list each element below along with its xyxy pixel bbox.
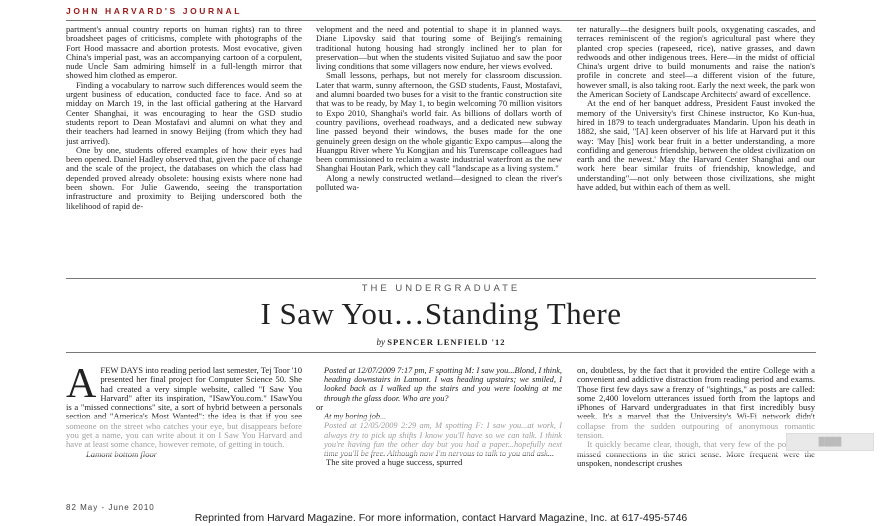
article-title: I Saw You…Standing There bbox=[260, 296, 622, 331]
top-column-2 bbox=[316, 25, 562, 273]
paragraph: velopment and the need and potential to shape it in planned ways. Diane Lipovsky said that touring some of Beijing's remaining traditional hutong housing had strongly inclined her to plan for preservation—but when the students visited Sujiatuo and saw the poor living conditions that some villagers now endure, her views evolved. bbox=[316, 25, 562, 72]
reprint-notice: Reprinted from Harvard Magazine. For more information, contact Harvard Magazine, Inc. at 617-495-5746 bbox=[194, 512, 688, 524]
byline bbox=[0, 337, 882, 347]
paragraph: partment's annual country reports on human rights) ran to three broadsheet pages of criticisms, complete with photographs of the Fort Hood massacre and abortion protests. Most evocative, given China's imperial past, was an accompanying cartoon of a corpulent, nude Uncle Sam admiring himself in a full-length mirror that showed him clothed as emperor. bbox=[66, 25, 302, 81]
journal-header: JOHN HARVARD'S JOURNAL bbox=[66, 6, 243, 16]
quote-separator: or bbox=[316, 401, 324, 412]
section-label: THE UNDERGRADUATE bbox=[361, 283, 521, 294]
paragraph: ter naturally—the designers built pools, oxygenating cascades, and terraces reminiscent of the region's agricultural past where they planted crop species (rapeseed, rice), native grasses, and dawn redwoods and other indigenous trees. Here—in the midst of official China's urgent drive to build monuments and raise the nation's profile in concrete and steel—a different vision of the future, however small, is also taking root. Early the next week, the park won the American Society of Landscape Architects' award of excellence. bbox=[577, 25, 815, 100]
section-rule bbox=[66, 278, 816, 279]
byline-rule bbox=[66, 352, 816, 353]
watermark-logo: ████ bbox=[786, 433, 874, 451]
paragraph: At the end of her banquet address, President Faust invoked the memory of the University's first Chinese instructor, Ko Kun-hua, hired in 1879 to teach undergraduates Mandarin. Upon his death in 1882, she said, "[A] keen observer of his life at Harvard put it this way: 'May [his] work bear fruit in a better understanding, a more confiding and generous friendship, between the oldest civilization on earth and the newest.' May the Harvard Center Shanghai and our work here bear similar fruits of friendship, knowledge, and understanding"—not only between those civilizations, she might have added, but within each of them as well. bbox=[577, 98, 815, 193]
paragraph: Small lessons, perhaps, but not merely for classroom discussion. Later that warm, sunny afternoon, the GSD students, Faust, Mostafavi, and alumni boarded two buses for a visit to the frantic construction site that was to be ready, by May 1, to begin welcoming 70 million visitors to Expo 2010, Shanghai's world fair. As billions of dollars worth of country pavilions, overhead roadways, and a dedicated new subway line passed beyond their windows, the buses made for the one genuinely green design on the whole gigantic Expo campus—along the Huangpu River where Yu Kongjian and his Turenscape colleagues had been commissioned to reclaim a waste industrial waterfront as the new Shanghai Houtan Park, which they call "landscape as a living system." bbox=[316, 70, 562, 174]
top-column-3 bbox=[577, 25, 815, 265]
paragraph: Finding a vocabulary to narrow such differences would seem the urgent business of education, conducted face to face. And so at midday on March 19, in the last official gathering at the Harvard Center Shanghai, it was encouraging to hear the GSD studio students report to Dean Mostafavi and alumni on what they and their teachers had learned in snowy Beijing (from which they had just arrived). bbox=[66, 79, 302, 146]
author-name: SPENCER LENFIELD '12 bbox=[387, 337, 506, 347]
paragraph: unspoken, nondescript crushes bbox=[577, 457, 683, 468]
scan-fade-overlay bbox=[0, 417, 882, 455]
top-column-1 bbox=[66, 25, 302, 273]
paragraph: Along a newly constructed wetland—designed to clean the river's polluted wa- bbox=[316, 172, 562, 193]
byline-by: by bbox=[376, 337, 385, 347]
header-rule bbox=[66, 20, 816, 21]
paragraph: on, doubtless, by the fact that it provided the entire College with a convenient and addictive distraction from reading period and exams. Those first few days saw a frenzy of "sightings," as posts are called: some 2,400 lovelorn utterances issued forth from the laptops and iPhones of Harvard undergraduates in that first incredibly busy bbox=[577, 366, 815, 413]
page-footer: 82 May - June 2010 bbox=[66, 503, 155, 512]
sighting-quote: Posted at 12/07/2009 7:17 pm, F spotting M: I saw you...Blond, I think, heading downstairs in Lamont. I was heading upstairs; we smiled, I looked back as I walked up the stairs and you were looking at me through the glass door. Who are you? bbox=[324, 366, 562, 403]
paragraph: The site proved a huge success, spurred bbox=[326, 457, 463, 468]
paragraph: One by one, students offered examples of how their eyes had been opened. Daniel Hadley observed that, given the pace of change and the scale of the project, the databases on which the class had depended proved already obsolete: housing exists where none had been shown. For Julie Gawendo, seeing the transportation infrastructure and proximity to Beijing underscored both the likelihood of rapid de- bbox=[66, 144, 302, 211]
drop-cap: A bbox=[66, 366, 97, 407]
lead-text: FEW DAYS into reading period last semester, Tej Toor '10 presented her final project for Computer Science 50. She had created a very simple website, called "I Saw You Harvard" after its inspiration, "ISawYou.com." ISawYou is a "missed connections" site, a sort of hybrid between a personals bbox=[66, 366, 302, 413]
